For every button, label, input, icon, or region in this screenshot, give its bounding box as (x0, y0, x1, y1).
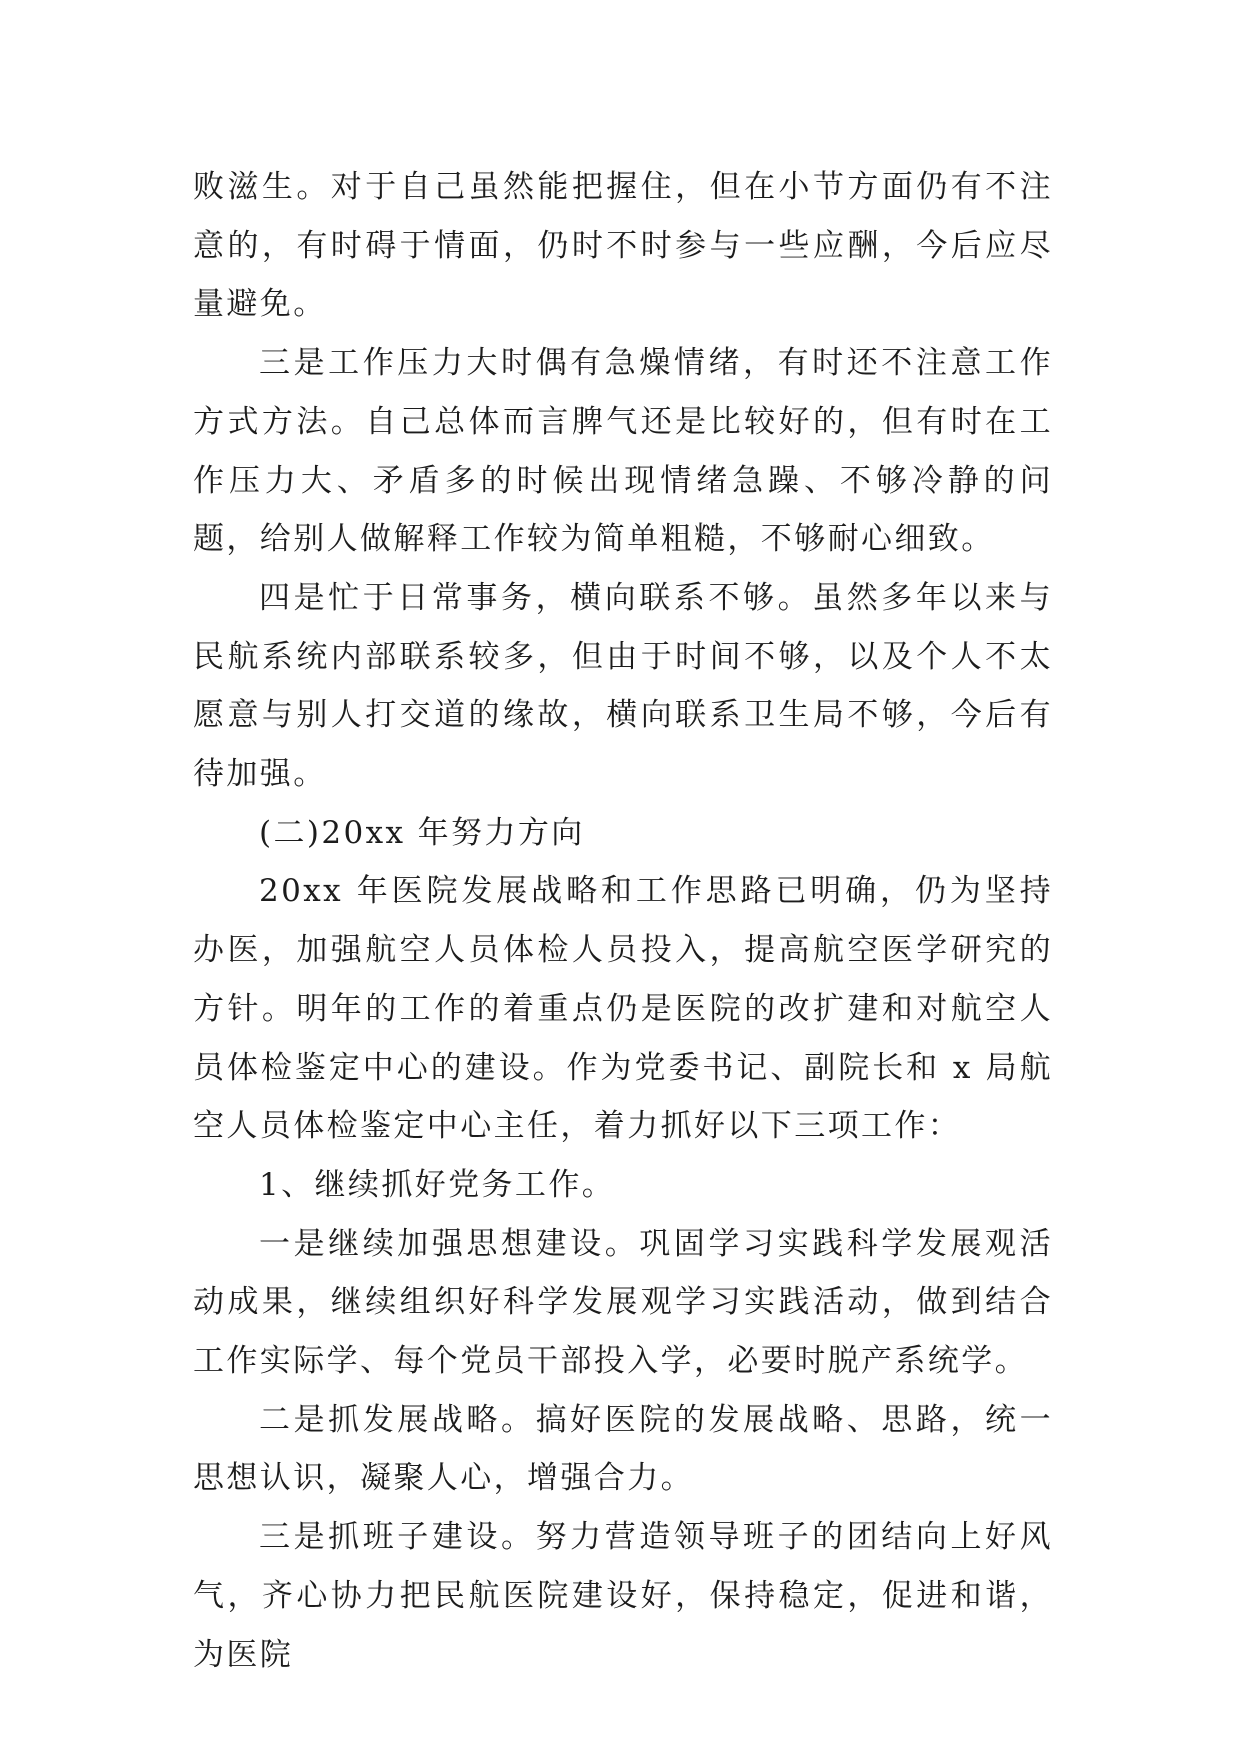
subheading-party-work: 1、继续抓好党务工作。 (259, 1166, 616, 1203)
paragraph-ideology: 一是继续加强思想建设。巩固学习实践科学发展观活动成果，继续组织好科学发展观学习实践活动，做到结合工作实际学、每个党员干部投入学，必要时脱产系统学。 (193, 1225, 1053, 1380)
section-heading-direction: (二)20xx 年努力方向 (259, 814, 585, 851)
paragraph-team-building: 三是抓班子建设。努力营造领导班子的团结向上好风气，齐心协力把民航医院建设好，保持稳定，促进和谐，为医院 (193, 1519, 1053, 1673)
paragraph-strategy: 20xx 年医院发展战略和工作思路已明确，仍为坚持办医，加强航空人员体检人员投入，提高航空医学研究的方针。明年的工作的着重点仍是医院的改扩建和对航空人员体检鉴定中心的建设。作为党委书记、副院长和 x 局航空人员体检鉴定中心主任，着力抓好以下三项工作： (193, 873, 1053, 1145)
paragraph-continuation: 败滋生。对于自己虽然能把握住，但在小节方面仍有不注意的，有时碍于情面，仍时不时参与一些应酬，今后应尽量避免。 (193, 169, 1053, 323)
paragraph-point-four: 四是忙于日常事务，横向联系不够。虽然多年以来与民航系统内部联系较多，但由于时间不够，以及个人不太愿意与别人打交道的缘故，横向联系卫生局不够，今后有待加强。 (193, 579, 1053, 793)
document-body (193, 158, 1053, 1684)
paragraph-point-three: 三是工作压力大时偶有急燥情绪，有时还不注意工作方式方法。自己总体而言脾气还是比较好的，但有时在工作压力大、矛盾多的时候出现情绪急躁、不够冷静的问题，给别人做解释工作较为简单粗糙，不够耐心细致。 (193, 345, 1053, 558)
paragraph-development-strategy: 二是抓发展战略。搞好医院的发展战略、思路，统一思想认识，凝聚人心，增强合力。 (193, 1401, 1053, 1497)
